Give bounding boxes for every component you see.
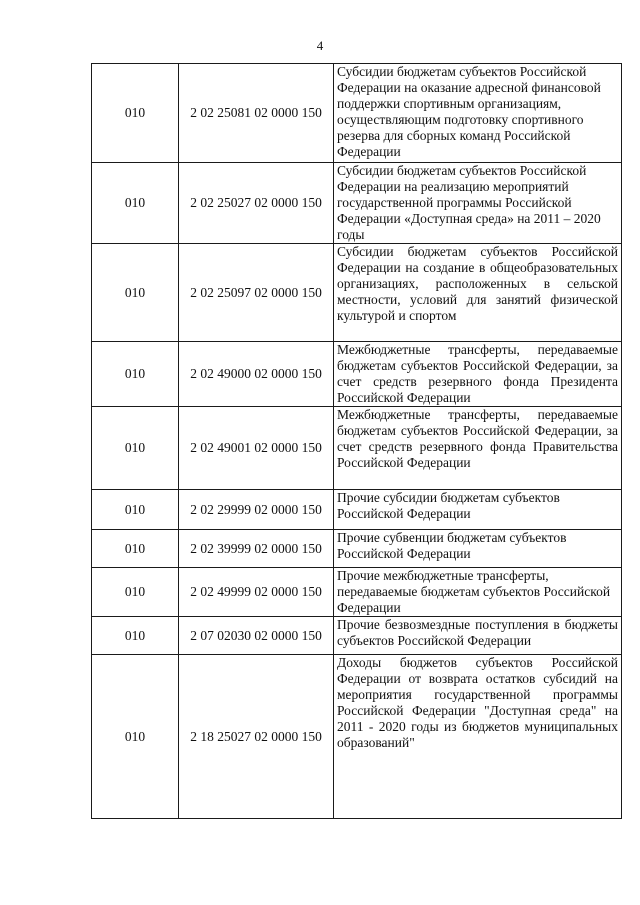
budget-code-cell: 2 02 29999 02 0000 150 xyxy=(179,490,334,530)
admin-code-cell: 010 xyxy=(92,530,179,568)
budget-code-cell: 2 02 25097 02 0000 150 xyxy=(179,244,334,342)
admin-code-cell: 010 xyxy=(92,342,179,407)
budget-code-cell: 2 02 49000 02 0000 150 xyxy=(179,342,334,407)
admin-code-cell: 010 xyxy=(92,617,179,655)
budget-code-cell: 2 02 49001 02 0000 150 xyxy=(179,407,334,490)
admin-code-cell: 010 xyxy=(92,407,179,490)
table-row xyxy=(92,490,622,530)
table-row xyxy=(92,163,622,244)
page-number: 4 xyxy=(316,38,324,53)
budget-code-cell: 2 18 25027 02 0000 150 xyxy=(179,655,334,819)
revenue-name-cell: Субсидии бюджетам субъектов Российской Федерации на создание в общеобразовательных организациях, расположенных в сельской местности, условий для занятий физической культурой и спортом xyxy=(334,244,622,342)
admin-code-cell: 010 xyxy=(92,568,179,617)
admin-code-cell: 010 xyxy=(92,655,179,819)
revenue-name-cell: Прочие безвозмездные поступления в бюджеты субъектов Российской Федерации xyxy=(334,617,622,655)
table-row xyxy=(92,244,622,342)
table-row xyxy=(92,64,622,163)
revenue-name-cell: Межбюджетные трансферты, передаваемые бюджетам субъектов Российской Федерации, за счет средств резервного фонда Президента Российской Федерации xyxy=(334,342,622,407)
table-row xyxy=(92,342,622,407)
admin-code-cell: 010 xyxy=(92,244,179,342)
table-row xyxy=(92,530,622,568)
budget-code-cell: 2 02 49999 02 0000 150 xyxy=(179,568,334,617)
revenue-name-cell: Прочие субсидии бюджетам субъектов Российской Федерации xyxy=(334,490,622,530)
revenue-name-cell: Субсидии бюджетам субъектов Российской Федерации на реализацию мероприятий государственной программы Российской Федерации «Доступная среда» на 2011 – 2020 годы xyxy=(334,163,622,244)
table-row xyxy=(92,568,622,617)
budget-code-cell: 2 07 02030 02 0000 150 xyxy=(179,617,334,655)
budget-code-cell: 2 02 25027 02 0000 150 xyxy=(179,163,334,244)
table-row xyxy=(92,655,622,819)
revenue-name-cell: Субсидии бюджетам субъектов Российской Федерации на оказание адресной финансовой поддержки спортивным организациям, осуществляющим подготовку спортивного резерва для сборных команд Российской Федерации xyxy=(334,64,622,163)
table-row xyxy=(92,407,622,490)
table-row xyxy=(92,617,622,655)
revenue-name-cell: Прочие субвенции бюджетам субъектов Российской Федерации xyxy=(334,530,622,568)
admin-code-cell: 010 xyxy=(92,163,179,244)
admin-code-cell: 010 xyxy=(92,490,179,530)
admin-code-cell: 010 xyxy=(92,64,179,163)
revenue-name-cell: Прочие межбюджетные трансферты, передаваемые бюджетам субъектов Российской Федерации xyxy=(334,568,622,617)
budget-code-cell: 2 02 39999 02 0000 150 xyxy=(179,530,334,568)
budget-code-cell: 2 02 25081 02 0000 150 xyxy=(179,64,334,163)
revenue-name-cell: Межбюджетные трансферты, передаваемые бюджетам субъектов Российской Федерации, за счет средств резервного фонда Правительства Российской Федерации xyxy=(334,407,622,490)
revenue-name-cell: Доходы бюджетов субъектов Российской Федерации от возврата остатков субсидий на мероприятия государственной программы Российской Федерации "Доступная среда" на 2011 - 2020 годы из бюджетов муниципальных образований" xyxy=(334,655,622,819)
revenue-codes-table xyxy=(91,63,622,819)
